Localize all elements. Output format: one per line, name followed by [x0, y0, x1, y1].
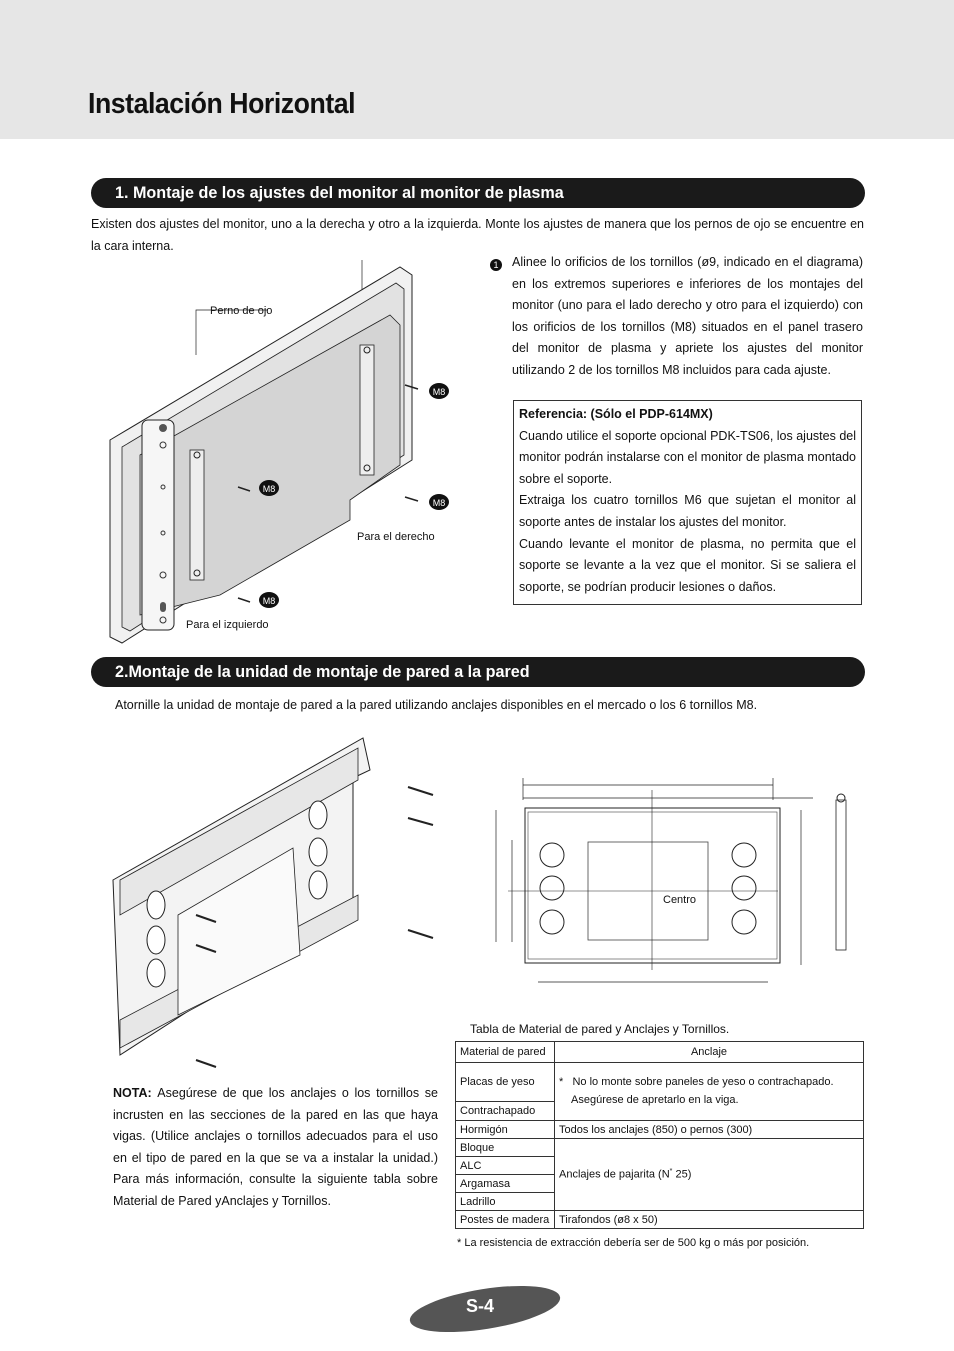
m8-badge [259, 592, 279, 608]
label-eyebolt: Perno de ojo [210, 305, 273, 317]
reference-box [513, 400, 862, 605]
table-footnote: * La resistencia de extracción debería ser de 500 kg o más por posición. [457, 1237, 810, 1249]
wall-material-table [455, 1041, 864, 1229]
table-header-anchor: Anclaje [555, 1042, 864, 1063]
reference-title: Referencia: (Sólo el PDP-614MX) [519, 407, 713, 421]
table-cell-material: ALC [456, 1157, 555, 1175]
reference-paragraph: Cuando utilice el soporte opcional PDK-TS06, los ajustes del monitor podrán instalarse con el monitor de plasma montado sobre el soporte. [519, 428, 856, 486]
label-left: Para el izquierdo [186, 619, 269, 631]
page-title: Instalación Horizontal [88, 88, 356, 120]
step-number-badge: 1 [490, 259, 502, 271]
section1-intro: Existen dos ajustes del monitor, uno a la derecha y otro a la izquierda. Monte los ajustes de manera que los pernos de ojo se encuentre en la cara interna. [91, 217, 864, 253]
table-cell-material: Contrachapado [456, 1102, 555, 1121]
table-cell-material: Placas de yeso [456, 1063, 555, 1102]
monitor-bracket-diagram [100, 255, 450, 650]
wall-mount-diagram [108, 730, 448, 1075]
m8-badge [429, 494, 449, 510]
table-cell-anchor: Todos los anclajes (850) o pernos (300) [555, 1121, 864, 1139]
section1-heading-bar [91, 178, 865, 208]
center-label: Centro [663, 894, 697, 906]
table-cell-material: Hormigón [456, 1121, 555, 1139]
page-number: S-4 [466, 1296, 495, 1316]
table-caption: Tabla de Material de pared y Anclajes y Tornillos. [470, 1022, 730, 1036]
svg-text:M8: M8 [432, 498, 446, 508]
table-header-material: Material de pared [456, 1042, 555, 1063]
svg-text:M8: M8 [262, 596, 276, 606]
section2-heading: 2.Montaje de la unidad de montaje de pared a la pared [115, 662, 530, 681]
svg-text:M8: M8 [262, 484, 276, 494]
table-cell-material: Ladrillo [456, 1193, 555, 1211]
table-cell-anchor: Anclajes de pajarita (N* 25) [555, 1139, 864, 1211]
m8-badge [259, 480, 279, 496]
section2-heading-bar [91, 657, 865, 687]
svg-text:M8: M8 [432, 387, 446, 397]
wall-mount-front-diagram [488, 770, 863, 990]
note-block [113, 1083, 438, 1212]
label-right: Para el derecho [357, 531, 435, 543]
section2-intro: Atornille la unidad de montaje de pared a la pared utilizando anclajes disponibles en el mercado o los 6 tornillos M8. [115, 698, 758, 712]
table-cell-anchor: * No lo monte sobre paneles de yeso o contrachapado. Asegúrese de apretarlo en la viga. [555, 1063, 864, 1121]
note-label: NOTA: [113, 1086, 152, 1100]
section1-heading: 1. Montaje de los ajustes del monitor al monitor de plasma [115, 183, 564, 202]
table-cell-anchor: Tirafondos (ø8 x 50) [555, 1211, 864, 1229]
table-cell-material: Bloque [456, 1139, 555, 1157]
reference-paragraph: Cuando levante el monitor de plasma, no permita que el soporte se levante a la vez que el monitor. Si se saliera el soporte, se podrían producir lesiones o daños. [519, 536, 856, 594]
table-cell-material: Argamasa [456, 1175, 555, 1193]
table-cell-material: Postes de madera [456, 1211, 555, 1229]
m8-badge [429, 383, 449, 399]
step1-text: Alinee lo orificios de los tornillos (ø9, indicado en el diagrama) en los extremos superiores e inferiores de los montajes del monitor (uno para el lado derecho y otro para el izquierdo) con los orificios de los tornillos (M8) situados en el panel trasero del monitor de plasma y apriete los ajustes del monitor utilizando 2 de los tornillos M8 incluidos para cada ajuste. [512, 255, 863, 377]
reference-paragraph: Extraiga los cuatro tornillos M6 que sujetan el monitor al soporte antes de instalar los ajustes del monitor. [519, 493, 856, 529]
note-text: Asegúrese de que los anclajes o los tornillos se incrusten en las secciones de la pared en las que haya vigas. (Utilice anclajes o tornillos adecuados para el uso en el tipo de pared en la que se va a instalar la unidad.) Para más información, consulte la siguiente tabla sobre Material de Pared yAnclajes y Tornillos. [113, 1086, 438, 1208]
